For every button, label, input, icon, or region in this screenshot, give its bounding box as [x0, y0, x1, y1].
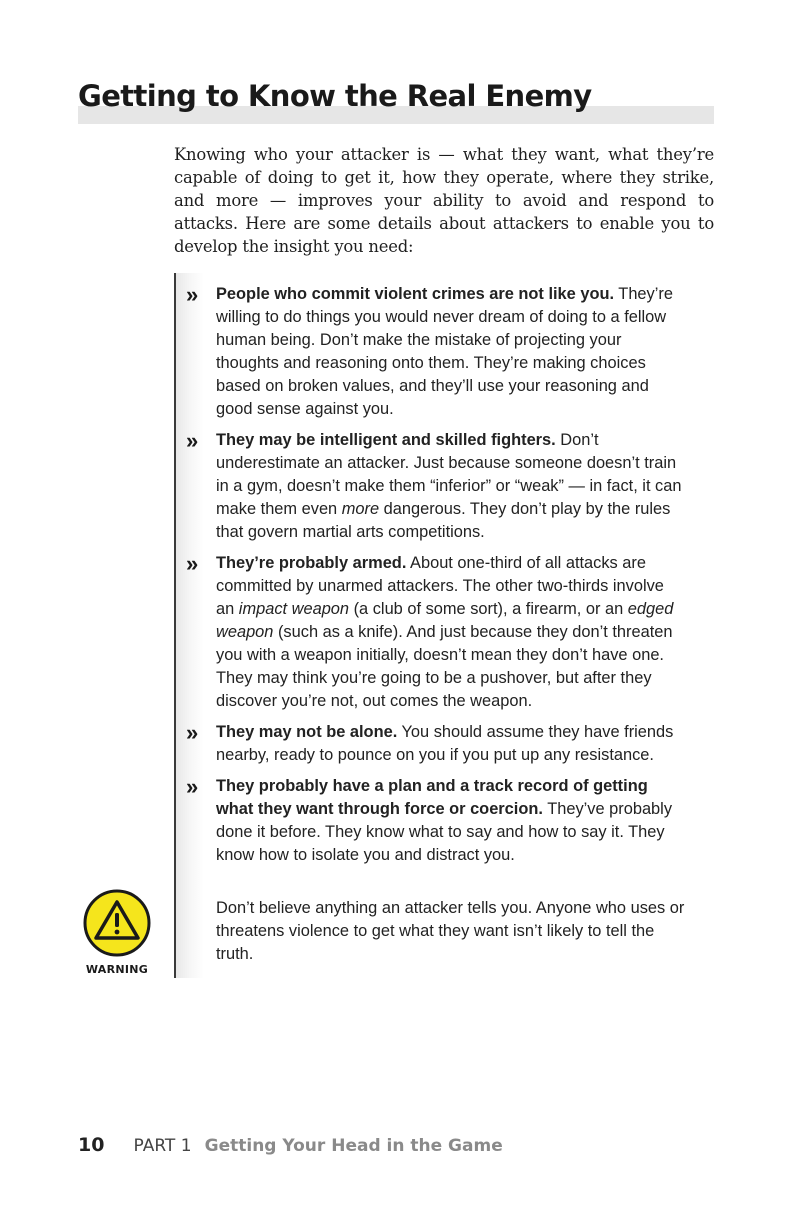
bullet-text: (such as a knife). And just because they don’t threaten you with a weapon initially, doesn’t mean they don’t have one. They may think you’re going to be a pushover, but after they discover you’re not, out comes the weapon. [216, 623, 673, 710]
part-label: PART 1 [133, 1136, 192, 1156]
page-number: 10 [78, 1134, 105, 1156]
list-item [186, 283, 686, 421]
bullet-text: You should assume they have friends nearby, ready to pounce on you if you put up any resistance. [216, 723, 674, 764]
bullet-emphasis: more [341, 500, 380, 518]
chevron-bullet-icon: » [186, 428, 196, 453]
part-title: Getting Your Head in the Game [204, 1136, 503, 1156]
list-item [186, 721, 686, 767]
bullet-lead: They’re probably armed. [216, 554, 407, 572]
list-item [186, 552, 686, 713]
list-item [186, 429, 686, 544]
intro-paragraph: Knowing who your attacker is — what they want, what they’re capable of doing to get it, how they operate, where they strike, and more — improves your ability to avoid and respond to attacks. Here are some details about attackers to enable you to develop the insight you need: [174, 145, 714, 256]
list-item [186, 775, 686, 867]
bullet-emphasis: edged weapon [216, 600, 674, 641]
page-footer [78, 1134, 503, 1156]
section-heading: Getting to Know the Real Enemy [78, 79, 592, 113]
bullet-text: (a club of some sort), a firearm, or an [349, 600, 628, 618]
heading-block [78, 76, 714, 116]
bullet-lead: They may not be alone. [216, 723, 398, 741]
attacker-details-list [186, 283, 686, 875]
bullet-emphasis: impact weapon [238, 600, 350, 618]
chevron-bullet-icon: » [186, 720, 196, 745]
bullet-text: dangerous. They don’t play by the rules that govern martial arts competitions. [216, 500, 671, 541]
bullet-text: They’ve probably done it before. They know what to say and how to say it. They know how to isolate you and distract you. [216, 800, 673, 864]
bullet-text: They’re willing to do things you would never dream of doing to a fellow human being. Don’t make the mistake of projecting your thoughts and reasoning onto them. They’re making choices based on broken values, and they’ll use your reasoning and good sense against you. [216, 285, 673, 418]
bullet-text: About one-third of all attacks are committed by unarmed attackers. The other two-thirds involve an [216, 554, 664, 618]
warning-paragraph: Don’t believe anything an attacker tells you. Anyone who uses or threatens violence to get what they want isn’t likely to tell the truth. [216, 899, 685, 963]
chevron-bullet-icon: » [186, 774, 196, 799]
warning-icon [82, 888, 152, 960]
bullet-text: Don’t underestimate an attacker. Just because someone doesn’t train in a gym, doesn’t make them “inferior” or “weak” — in fact, it can make them even [216, 431, 682, 518]
bullet-lead: People who commit violent crimes are not like you. [216, 285, 615, 303]
chevron-bullet-icon: » [186, 282, 196, 307]
chevron-bullet-icon: » [186, 551, 196, 576]
bullet-lead: They probably have a plan and a track record of getting what they want through force or coercion. [216, 777, 648, 818]
bullet-lead: They may be intelligent and skilled fighters. [216, 431, 556, 449]
warning-label: WARNING [85, 963, 149, 976]
